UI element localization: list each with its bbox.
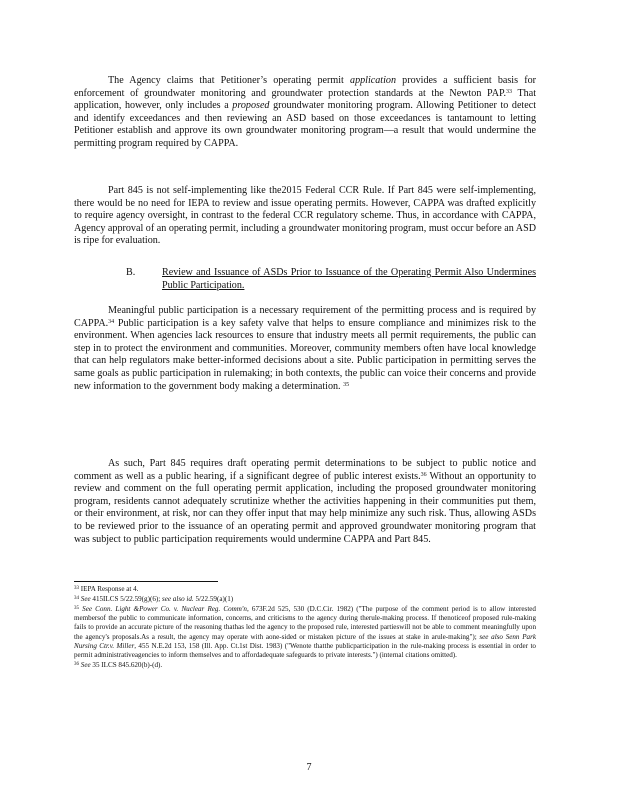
text-run: Public participation is a key safety valve that helps to ensure compliance and minimizes risk to the environment. When agencies lack resources to ensure that industry meets all permit requirements, the public can step in to protect the environment and communities. Moreover, community members often have local knowledge that can help regulators make better-informed decisions about a site. Public participation in permitting serves the same goals as public participation in rulemaking; in both contexts, the public can voice their concerns and provide new information to the government body making a determination. [74, 317, 536, 392]
case-name: see also Senn Park Nursing Ctr.v. Miller [74, 632, 536, 650]
page-number: 7 [306, 762, 312, 773]
paragraph-public-participation [74, 305, 536, 393]
footnote-ref[interactable]: 34 [108, 318, 115, 325]
paragraph-part-845 [74, 185, 536, 248]
signal-word: See [80, 594, 91, 603]
italic-term: application [350, 75, 396, 86]
section-heading [126, 267, 536, 292]
text-run: provides a sufficient basis for enforcement of groundwater monitoring and groundwater protection standards at the Newton PAP. [74, 75, 536, 99]
text-run: That application, however, only includes a [74, 87, 537, 112]
footnote-text: , 673F.2d 525, 530 (D.C.Cir. 1982) ("The purpose of the comment period is to allow interested membersof the public to communicate information, concerns, and criticisms to the agency during therule-making process. If thenoticeof proposed rule-making fails to provide an accurate picture of the reasoning thathas led the agency to the proposed rule, interested partieswill not be able to comment meaningfully upon the agency's proposals.As a result, the agency may operate with aone-sided or mistaken picture of the issues at stake in arule-making"); [74, 604, 536, 641]
text-run: The Agency claims that Petitioner’s operating permit [108, 75, 351, 86]
footnote-text: , 455 N.E.2d 153, 158 (Ill. App. Ct.1st Dist. 1983) ("Wenote thatthe publicparticipation in the rule-making process is essential in order to permit administrativeagencies to inform themselves and to affordadequate safeguards to private interests.") (internal citations omitted). [74, 641, 536, 660]
paragraph-agency-claims [74, 75, 536, 151]
footnote-text: IEPA Response at 4. [80, 585, 139, 593]
footnotes [74, 585, 536, 671]
footnote-number: 34 [74, 595, 79, 601]
footnote-text: 5/22.59(a)(1) [193, 594, 234, 603]
signal-word: See [82, 604, 92, 613]
section-title: Review and Issuance of ASDs Prior to Issuance of the Operating Permit Also Undermines Public Participation. [162, 267, 536, 291]
text-run: As such, Part 845 requires draft operating permit determinations to be subject to public notice and comment as well as a public hearing, if a significant degree of public interest exists. [74, 458, 536, 482]
text-run: groundwater monitoring program. Allowing Petitioner to detect and identify exceedances and then reviewing an ASD based on those exceedances is tantamount to letting Petitioner establish and approve its own groundwater monitoring program—a result that would undermine the permitting program required by CAPPA. [74, 100, 536, 149]
footnote-number: 35 [74, 605, 79, 611]
footnote-ref[interactable]: 36 [420, 471, 427, 478]
signal-word: see also id. [161, 594, 194, 603]
signal-word: See [80, 661, 91, 670]
footnote [74, 595, 536, 604]
text-run: Meaningful public participation is a necessary requirement of the permitting process and is required by CAPPA. [74, 305, 536, 329]
footnote [74, 661, 536, 670]
text-run: Without an opportunity to review and comment on the full operating permit application, including the proposed groundwater monitoring program, residents cannot adequately scrutinize whether the activities happening in their communities put them, or their environment, at risk, nor can they offer input that may help minimize any such risk. Thus, allowing ASDs to be reviewed prior to the issuance of an operating permit and approved groundwater monitoring program that was subject to public participation requirements would undermine CAPPA and Part 845. [74, 470, 536, 545]
footnote [74, 605, 536, 661]
footnote-number: 36 [74, 662, 79, 668]
footnote-text: 35 ILCS 845.620(b)-(d). [90, 661, 163, 670]
footnote-number: 33 [74, 586, 79, 591]
italic-term: proposed [232, 100, 270, 112]
section-letter: B. [126, 267, 136, 278]
footnote [74, 585, 536, 594]
footnote-ref[interactable]: 33 [506, 88, 513, 95]
footnote-divider [74, 581, 218, 582]
footnote-ref[interactable]: 35 [343, 381, 350, 388]
paragraph-text: Part 845 is not self-implementing like the2015 Federal CCR Rule. If Part 845 were self-implementing, there would be no need for IEPA to review and issue operating permits. However, CAPPA was drafted explicitly to require agency oversight, in contrast to the federal CCR regulatory scheme. Thus, in accordance with CAPPA, Agency approval of an operating permit, including a groundwater monitoring program, must occur before an ASD is ripe for evaluation. [74, 185, 536, 247]
case-name: Conn. Light &Power Co. v. Nuclear Reg. Comm'n [95, 604, 247, 613]
paragraph-as-such [74, 458, 536, 546]
footnote-text: 415ILCS 5/22.59(g)(6); [90, 594, 162, 603]
